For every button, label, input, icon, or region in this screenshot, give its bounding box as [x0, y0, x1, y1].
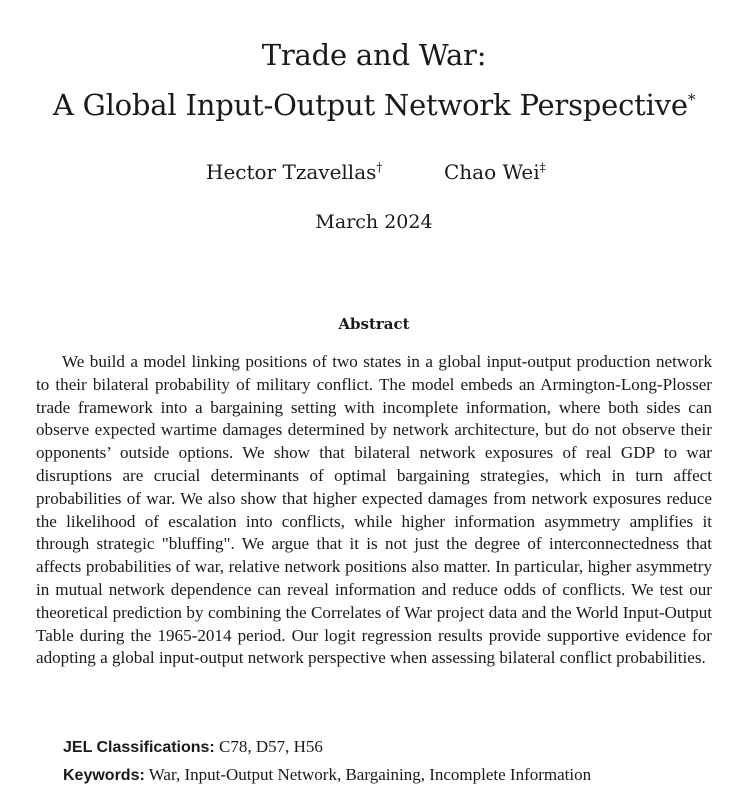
- jel-value: C78, D57, H56: [219, 737, 323, 756]
- keywords-value: War, Input-Output Network, Bargaining, Incomplete Information: [148, 765, 592, 784]
- author-2: [444, 160, 546, 184]
- author-1-name: Hector Tzavellas: [206, 160, 377, 184]
- keywords-label: Keywords:: [63, 767, 145, 784]
- title-footnote-mark[interactable]: *: [687, 90, 696, 109]
- abstract-heading: Abstract: [338, 315, 410, 333]
- author-1-footnote-mark[interactable]: †: [376, 160, 383, 175]
- keywords: [63, 765, 591, 785]
- author-2-name: Chao Wei: [444, 160, 540, 184]
- abstract-body: We build a model linking positions of two states in a global input-output production network to their bilateral probability of military conflict. The model embeds an Armington-Long-Plosser trade framework into a bargaining setting with incomplete information, where both sides can observe expected wartime damages determined by network architecture, but do not observe their opponents’ outside options. We show that bilateral network exposures of real GDP to war disruptions are crucial determinants of optimal bargaining strategies, which in turn affect probabilities of war. We also show that higher expected damages from network exposures reduce the likelihood of escalation into conflicts, while higher information asymmetry amplifies it through strategic "bluffing". We argue that it is not just the degree of interconnectedness that affects probabilities of war, relative network positions also matter. In particular, higher asymmetry in mutual network dependence can reveal information and reduce odds of conflicts. We test our theoretical prediction by combining the Correlates of War project data and the World Input-Output Table during the 1965-2014 period. Our logit regression results provide supportive evidence for adopting a global input-output network perspective when assessing bilateral conflict probabilities.: [36, 352, 712, 668]
- paper-title-line-1: [0, 38, 748, 72]
- title-text-1: Trade and War:: [261, 38, 487, 72]
- author-1: [206, 160, 382, 184]
- jel-label: JEL Classifications:: [63, 739, 215, 756]
- publication-date: March 2024: [315, 211, 433, 233]
- jel-classifications: [63, 737, 323, 757]
- author-2-footnote-mark[interactable]: ‡: [539, 160, 546, 175]
- paper-title-line-2: [0, 88, 748, 122]
- title-text-2: A Global Input-Output Network Perspective: [52, 88, 688, 122]
